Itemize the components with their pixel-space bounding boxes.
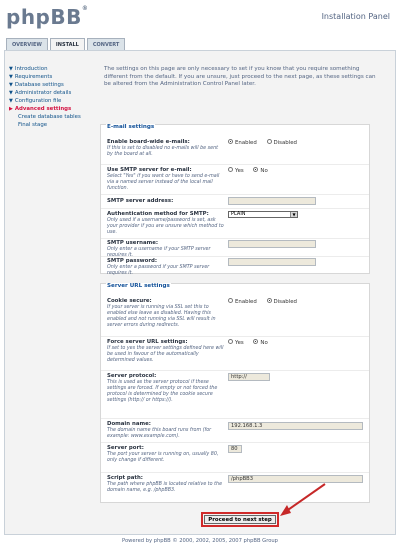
- force-yes-radio[interactable]: [228, 339, 233, 344]
- tab-overview[interactable]: OVERVIEW: [6, 38, 48, 50]
- port-input[interactable]: 80: [228, 445, 242, 453]
- force-explain: If set to yes the server settings defined here will be used in favour of the automatically determined values.: [107, 346, 224, 363]
- cookie-label: Cookie secure:: [107, 298, 152, 304]
- script-path-input[interactable]: /phpBB3: [228, 475, 363, 483]
- tab-install[interactable]: INSTALL: [50, 38, 85, 50]
- force-label: Force server URL settings:: [107, 339, 188, 345]
- script-path-label: Script path:: [107, 475, 143, 481]
- server-settings-fieldset: [100, 283, 370, 503]
- smtp-pass-row: [101, 256, 369, 274]
- board-email-enabled-label: Enabled: [235, 140, 257, 146]
- smtp-host-row: [101, 194, 369, 208]
- smtp-user-input[interactable]: [228, 240, 316, 248]
- smtp-yes-radio[interactable]: [228, 167, 233, 172]
- arrow-icon: ▶: [9, 106, 13, 112]
- domain-explain: The domain name this board runs from (for example: www.example.com).: [107, 428, 212, 439]
- board-email-row: [101, 139, 369, 164]
- port-explain: The port your server is running on, usually 80, only change if different.: [107, 452, 219, 463]
- auth-label: Authentication method for SMTP:: [107, 211, 209, 217]
- arrow-icon: ▼: [9, 98, 13, 104]
- auth-explain: Only used if a username/password is set, ask your provider if you are unsure which method to use.: [107, 218, 224, 235]
- script-path-row: [101, 472, 369, 502]
- domain-input[interactable]: 192.168.1.3: [228, 422, 363, 430]
- smtp-no-radio[interactable]: [253, 167, 258, 172]
- smtp-user-row: [101, 238, 369, 256]
- cookie-enabled-label: Enabled: [235, 299, 257, 305]
- smtp-explain: Select "Yes" if you want or have to send e-mail via a named server instead of the local mail function.: [107, 174, 220, 191]
- smtp-no-label: No: [260, 168, 268, 174]
- domain-label: Domain name:: [107, 421, 151, 427]
- smtp-user-explain: Only enter a username if your SMTP server requires it.: [107, 247, 211, 258]
- sidebar-item-advanced-settings[interactable]: ▶ Advanced settings: [9, 106, 72, 112]
- auth-row: [101, 208, 369, 238]
- email-settings-fieldset: [100, 124, 370, 274]
- cookie-explain: If your server is running via SSL set this to enabled else leave as disabled. Having this enabled and not running via SSL will result in server errors during redirects.: [107, 305, 216, 328]
- smtp-pass-input[interactable]: [228, 258, 316, 266]
- sidebar-item-database-settings[interactable]: ▼ Database settings: [9, 82, 64, 88]
- sidebar-item-final-stage: Final stage: [18, 122, 48, 128]
- cookie-row: [101, 296, 369, 336]
- auth-method-select[interactable]: PLAIN ▼: [228, 211, 298, 218]
- sidebar-item-configuration-file[interactable]: ▼ Configuration file: [9, 98, 62, 104]
- panel-title: Installation Panel: [321, 12, 390, 21]
- smtp-host-label: SMTP server address:: [107, 198, 174, 204]
- tab-bar: [6, 38, 127, 50]
- script-path-explain: The path where phpBB is located relative to the domain name, e.g. /phpBB3.: [107, 482, 223, 493]
- sidebar-item-requirements[interactable]: ▼ Requirements: [9, 74, 53, 80]
- force-yes-label: Yes: [235, 340, 244, 346]
- protocol-label: Server protocol:: [107, 373, 157, 379]
- board-email-disabled-radio[interactable]: [267, 139, 272, 144]
- submit-highlight: [201, 512, 279, 527]
- force-row: [101, 336, 369, 370]
- email-settings-legend: E-mail settings: [107, 124, 155, 130]
- domain-row: [101, 418, 369, 442]
- smtp-pass-label: SMTP password:: [107, 258, 158, 264]
- board-email-explain: If this is set to disabled no e-mails will be sent by the board at all.: [107, 146, 218, 157]
- tab-convert[interactable]: CONVERT: [87, 38, 125, 50]
- arrow-icon: ▼: [9, 82, 13, 88]
- force-no-label: No: [260, 340, 268, 346]
- protocol-row: [101, 370, 369, 418]
- sidebar: [9, 65, 93, 129]
- board-email-label: Enable board-wide e-mails:: [107, 139, 190, 145]
- sidebar-item-introduction[interactable]: ▼ Introduction: [9, 66, 48, 72]
- cookie-disabled-label: Disabled: [273, 299, 297, 305]
- smtp-pass-explain: Only enter a password if your SMTP server requires it.: [107, 265, 210, 276]
- board-email-disabled-label: Disabled: [273, 140, 297, 146]
- arrow-icon: ▼: [9, 74, 13, 80]
- protocol-input[interactable]: http://: [228, 373, 270, 381]
- smtp-row: [101, 164, 369, 194]
- port-label: Server port:: [107, 445, 144, 451]
- smtp-user-label: SMTP username:: [107, 240, 159, 246]
- cookie-disabled-radio[interactable]: [267, 298, 272, 303]
- force-no-radio[interactable]: [253, 339, 258, 344]
- arrow-icon: ▼: [9, 90, 13, 96]
- header: [0, 0, 400, 36]
- dropdown-arrow-icon[interactable]: ▼: [290, 212, 297, 217]
- port-row: [101, 442, 369, 472]
- smtp-label: Use SMTP server for e-mail:: [107, 167, 192, 173]
- protocol-explain: This is used as the server protocol if these settings are forced. If empty or not forced the protocol is determined by the cookie secure settings (http:// or https://).: [107, 380, 218, 403]
- board-email-enabled-radio[interactable]: [228, 139, 233, 144]
- sidebar-item-administrator-details[interactable]: ▼ Administrator details: [9, 90, 72, 96]
- arrow-icon: ▼: [9, 66, 13, 72]
- sidebar-item-create-database-tables: Create database tables: [18, 114, 81, 120]
- server-settings-legend: Server URL settings: [107, 283, 170, 289]
- phpbb-logo: phpBB®: [6, 5, 89, 29]
- cookie-enabled-radio[interactable]: [228, 298, 233, 303]
- footer: Powered by phpBB © 2000, 2002, 2005, 2007 phpBB Group: [122, 538, 278, 544]
- smtp-yes-label: Yes: [235, 168, 244, 174]
- intro-text: The settings on this page are only necessary to set if you know that you require something different from the default. If you are unsure, just proceed to the next page, as these settings can be altered from the Administration Control Panel later.: [104, 66, 376, 88]
- proceed-next-step-button[interactable]: Proceed to next step: [204, 515, 276, 524]
- smtp-host-input[interactable]: [228, 197, 316, 205]
